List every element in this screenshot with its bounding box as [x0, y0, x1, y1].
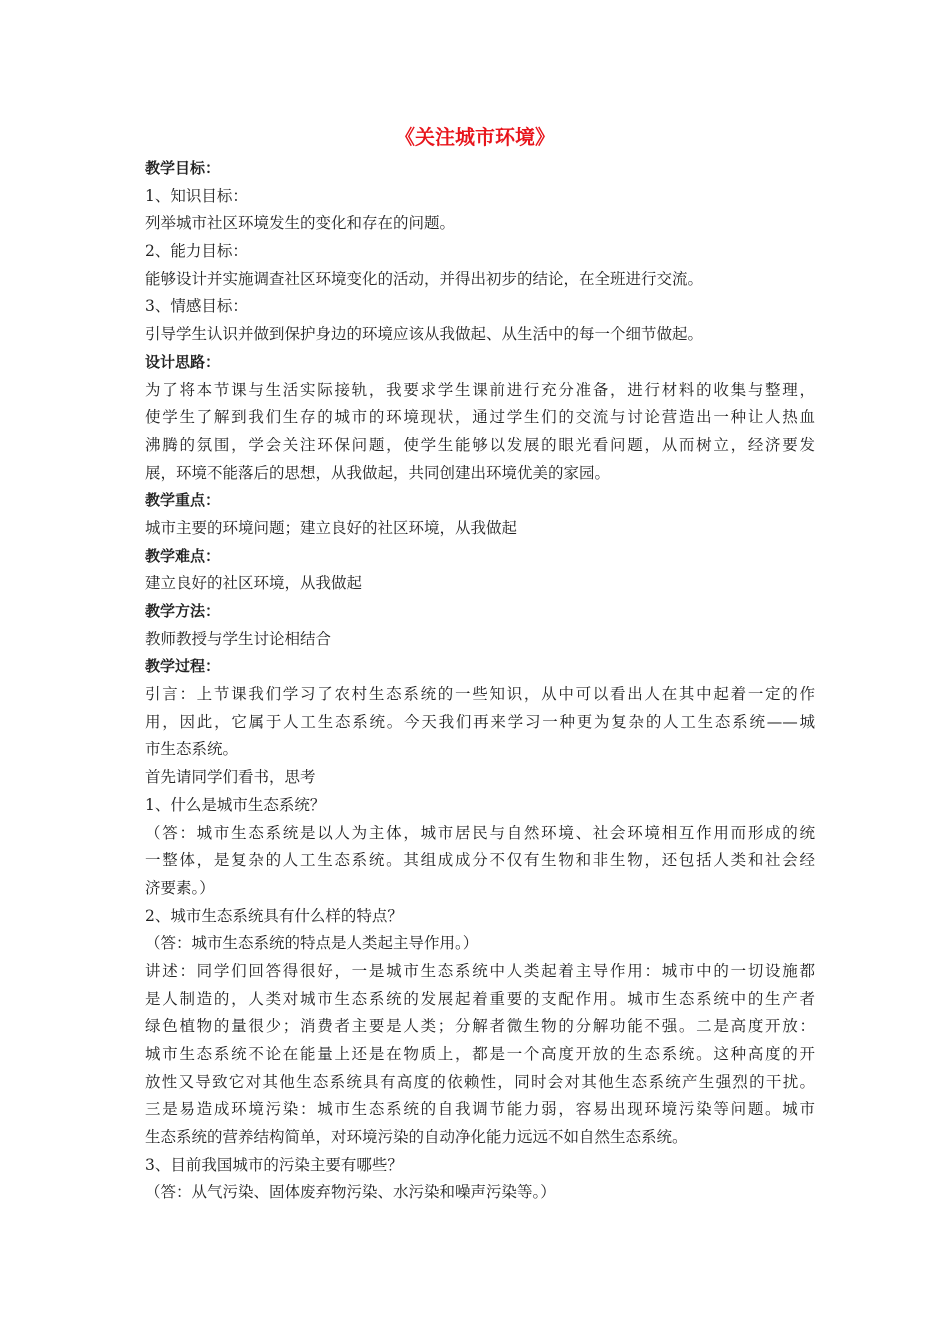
text-line: 一整体，是复杂的人工生态系统。其组成成分不仅有生物和非生物，还包括人类和社会经 — [145, 851, 815, 870]
document-title: 《关注城市环境》 — [395, 125, 555, 149]
document-body — [145, 155, 815, 1207]
text-line: 2、能力目标： — [145, 242, 248, 261]
text-line: 三是易造成环境污染：城市生态系统的自我调节能力弱，容易出现环境污染等问题。城市 — [145, 1100, 815, 1119]
text-line: 为了将本节课与生活实际接轨，我要求学生课前进行充分准备，进行材料的收集与整理， — [145, 380, 815, 399]
text-line: （答：从气污染、固体废弃物污染、水污染和噪声污染等。） — [145, 1183, 556, 1202]
text-line: 是人制造的，人类对城市生态系统的发展起着重要的支配作用。城市生态系统中的生产者 — [145, 989, 815, 1008]
text-line: 市生态系统。 — [145, 740, 239, 759]
text-line: 教师教授与学生讨论相结合 — [145, 629, 332, 648]
text-line: 展，环境不能落后的思想，从我做起，共同创建出环境优美的家园。 — [145, 463, 611, 482]
text-line: 生态系统的营养结构简单，对环境污染的自动净化能力远远不如自然生态系统。 — [145, 1128, 688, 1147]
text-line: 城市生态系统不论在能量上还是在物质上，都是一个高度开放的生态系统。这种高度的开 — [145, 1045, 815, 1063]
text-line: 引导学生认识并做到保护身边的环境应该从我做起、从生活中的每一个细节做起。 — [145, 325, 704, 344]
text-line: 使学生了解到我们生存的城市的环境现状，通过学生们的交流与讨论营造出一种让人热血 — [145, 408, 815, 427]
text-line: 建立良好的社区环境，从我做起 — [145, 574, 363, 593]
section-heading: 教学过程： — [145, 657, 221, 676]
text-line: 城市主要的环境问题；建立良好的社区环境，从我做起 — [145, 518, 518, 537]
section-heading: 教学难点： — [145, 546, 221, 565]
text-line: 2、城市生态系统具有什么样的特点？ — [145, 906, 403, 925]
text-line: 沸腾的氛围，学会关注环保问题，使学生能够以发展的眼光看问题，从而树立，经济要发 — [145, 435, 815, 454]
text-line: 1、什么是城市生态系统？ — [145, 795, 326, 814]
section-heading: 教学重点： — [145, 491, 221, 510]
section-heading: 设计思路： — [145, 352, 221, 371]
text-line: 济要素。） — [145, 878, 215, 897]
text-line: 3、目前我国城市的污染主要有哪些？ — [145, 1155, 403, 1174]
text-line: 讲述：同学们回答得很好，一是城市生态系统中人类起着主导作用：城市中的一切设施都 — [145, 961, 815, 980]
text-line: （答：城市生态系统的特点是人类起主导作用。） — [145, 934, 479, 953]
section-heading: 教学目标： — [145, 159, 221, 177]
text-line: 绿色植物的量很少；消费者主要是人类；分解者微生物的分解功能不强。二是高度开放： — [145, 1017, 815, 1036]
text-line: 放性又导致它对其他生态系统具有高度的依赖性，同时会对其他生态系统产生强烈的干扰。 — [145, 1072, 815, 1091]
text-line: 能够设计并实施调查社区环境变化的活动，并得出初步的结论，在全班进行交流。 — [145, 269, 704, 288]
text-line: 用，因此，它属于人工生态系统。今天我们再来学习一种更为复杂的人工生态系统——城 — [145, 712, 815, 731]
text-line: 列举城市社区环境发生的变化和存在的问题。 — [145, 214, 456, 233]
section-heading: 教学方法： — [145, 602, 221, 620]
text-line: 引言：上节课我们学习了农村生态系统的一些知识，从中可以看出人在其中起着一定的作 — [145, 685, 815, 704]
text-line: 1、知识目标： — [145, 186, 248, 205]
text-line: （答：城市生态系统是以人为主体，城市居民与自然环境、社会环境相互作用而形成的统 — [145, 823, 815, 842]
text-line: 首先请同学们看书，思考 — [145, 768, 316, 787]
text-line: 3、情感目标： — [145, 297, 248, 316]
